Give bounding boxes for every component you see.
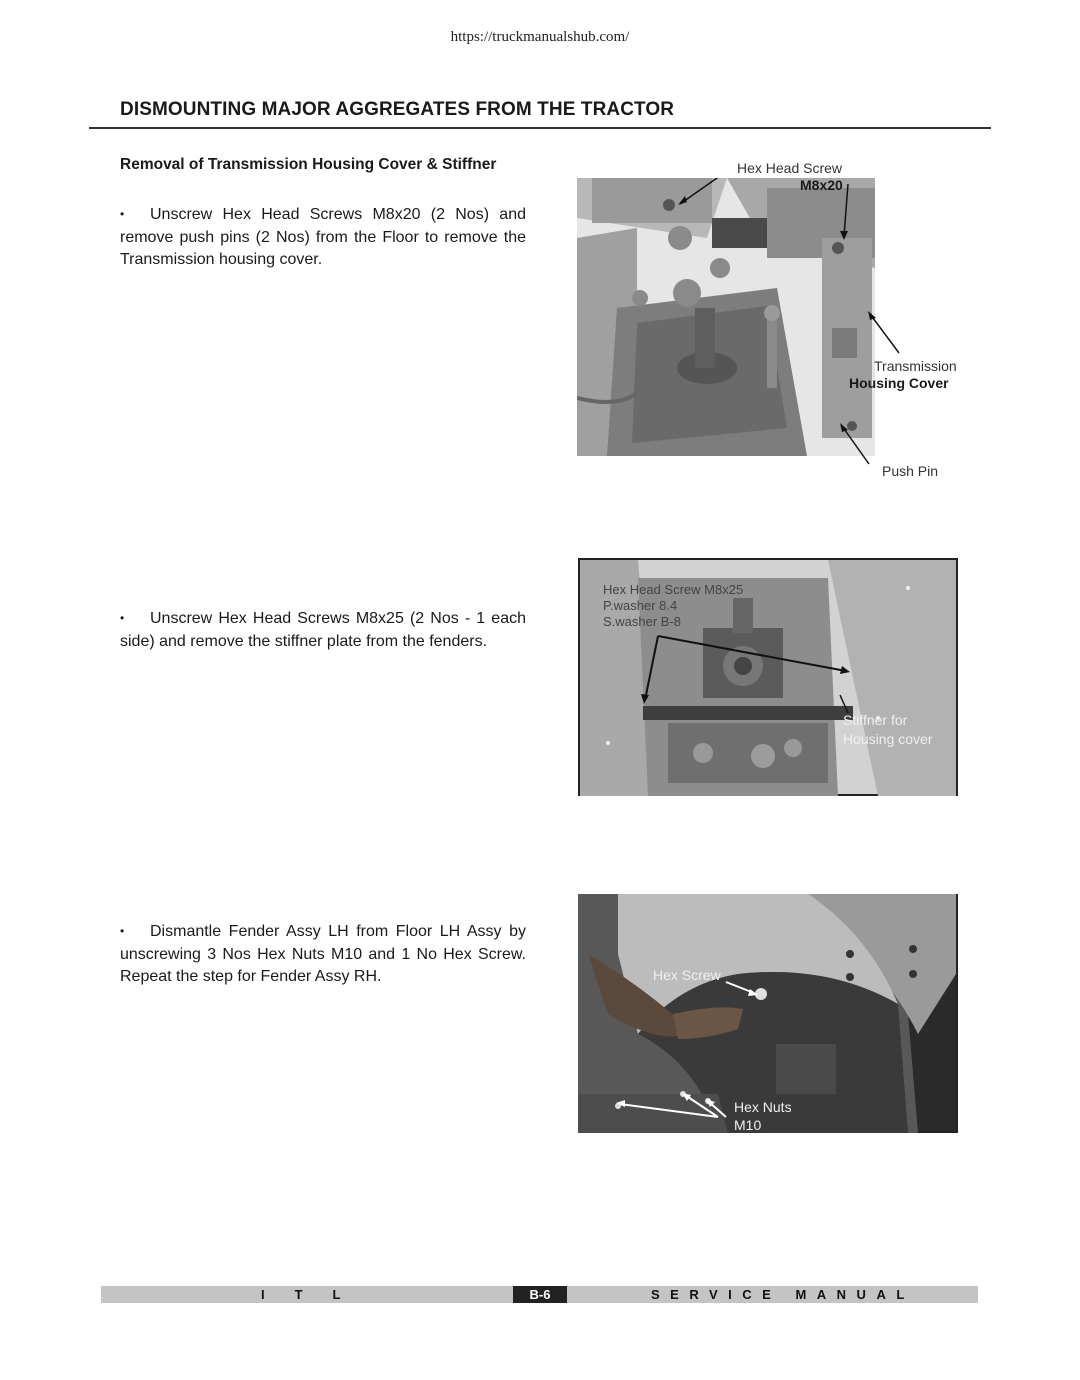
step-2-text: Unscrew Hex Head Screws M8x25 (2 Nos - 1 each side) and remove the stiffner plate from the fenders. [120, 610, 526, 650]
label-transmission: Transmission [874, 358, 957, 374]
page-title: DISMOUNTING MAJOR AGGREGATES FROM THE TRACTOR [120, 99, 675, 120]
label-hex-head-screw-m8x25: Hex Head Screw M8x25 [603, 582, 744, 597]
label-housing-cover-2: Housing cover [843, 731, 933, 747]
figure-1-callout-lines [577, 178, 977, 488]
label-p-washer: P.washer 8.4 [603, 598, 678, 613]
section-title: Removal of Transmission Housing Cover & Stiffner [120, 156, 497, 173]
figure-3-callout-lines [578, 894, 958, 1133]
label-stiffner-for: Stiffner for [843, 712, 908, 728]
step-2-paragraph [120, 607, 526, 653]
label-housing-cover: Housing Cover [849, 375, 949, 391]
label-hex-head-screw: Hex Head Screw [737, 160, 843, 176]
bullet-icon: • [120, 207, 125, 221]
title-rule [89, 127, 991, 129]
step-1-paragraph [120, 203, 526, 272]
label-screw-size-m8x20: M8x20 [800, 177, 843, 193]
step-1-text: Unscrew Hex Head Screws M8x20 (2 Nos) and remove push pins (2 Nos) from the Floor to remove the Transmission housing cover. [120, 206, 526, 268]
footer-bar [101, 1286, 978, 1303]
bullet-icon: • [120, 611, 125, 625]
bullet-icon: • [120, 924, 125, 938]
label-s-washer: S.washer B-8 [603, 614, 682, 629]
footer-manual-title: SERVICE MANUAL [651, 1287, 915, 1302]
source-url[interactable]: https://truckmanualshub.com/ [450, 29, 630, 45]
footer-brand: ITL [261, 1287, 371, 1302]
figure-transmission-cover [577, 178, 875, 456]
label-push-pin: Push Pin [882, 463, 939, 479]
figure-fender-assy [578, 894, 958, 1133]
step-3-text: Dismantle Fender Assy LH from Floor LH Assy by unscrewing 3 Nos Hex Nuts M10 and 1 No Hex Screw. Repeat the step for Fender Assy RH. [120, 923, 526, 985]
label-m10: M10 [734, 1117, 762, 1133]
step-3-paragraph [120, 920, 526, 989]
page-number: B-6 [513, 1286, 567, 1303]
label-hex-screw: Hex Screw [653, 967, 721, 983]
label-hex-nuts: Hex Nuts [734, 1099, 792, 1115]
